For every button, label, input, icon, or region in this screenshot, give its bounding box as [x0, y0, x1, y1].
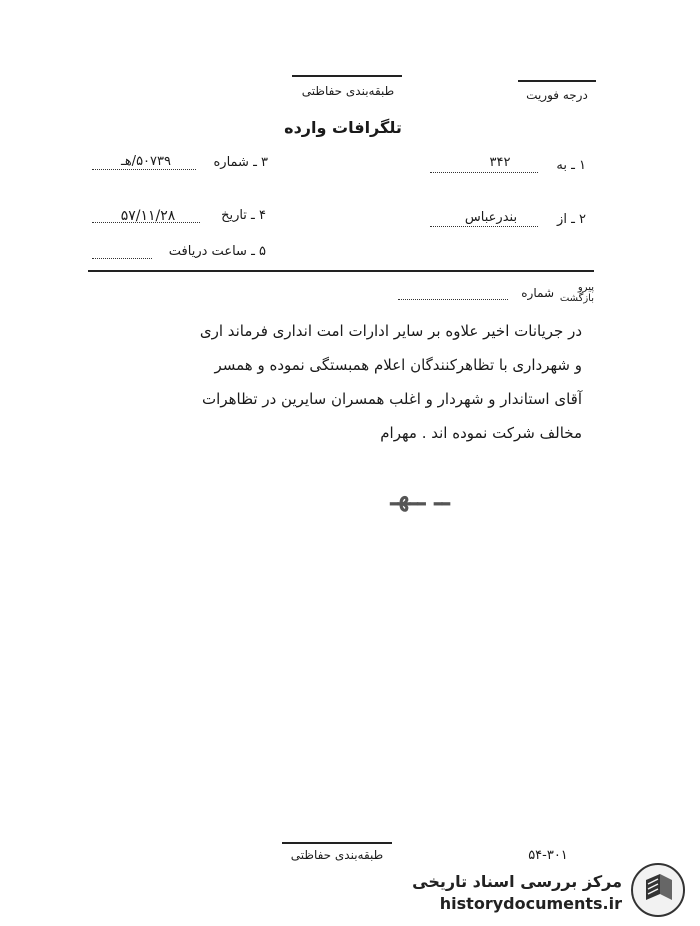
number-dotted-line	[92, 169, 196, 170]
message-line-3: آقای استاندار و شهردار و اغلب همسران سایرین در تظاهرات	[202, 390, 582, 408]
section-separator	[88, 270, 594, 272]
to-dotted-line	[430, 172, 538, 173]
received-time-label: ۵ ـ ساعت دریافت	[168, 244, 266, 259]
watermark-title: مرکز بررسی اسناد تاریخی	[412, 872, 622, 891]
message-line-4: مخالف شرکت نموده اند . مهرام	[380, 424, 582, 442]
classification-footer: طبقه‌بندی حفاظتی	[290, 848, 384, 862]
document-archive-logo-icon	[630, 862, 686, 918]
footer-rule	[282, 842, 392, 844]
received-time-dotted-line	[92, 258, 152, 259]
reference-dotted-line	[398, 299, 508, 300]
reference-label-top: پیرو	[577, 282, 594, 293]
number-value: ۵۰۷۳۹/هـ	[121, 154, 171, 169]
signature: ــ ــهـ	[390, 482, 450, 512]
watermark-url: historydocuments.ir	[439, 894, 622, 913]
header-rule-left	[292, 75, 402, 77]
document-code: ۵۴-۳۰۱	[528, 848, 568, 863]
header-rule-right	[518, 80, 596, 82]
urgency-label: درجه فوریت	[526, 88, 588, 102]
from-label: ۲ ـ از	[557, 212, 586, 227]
classification-header: طبقه‌بندی حفاظتی	[301, 84, 395, 98]
date-value: ۵۷/۱۱/۲۸	[120, 208, 176, 224]
date-label: ۴ ـ تاریخ	[221, 208, 266, 223]
from-dotted-line	[430, 226, 538, 227]
number-label: ۳ ـ شماره	[213, 155, 268, 170]
reference-label-bottom: بازگشت	[559, 293, 594, 304]
document-title: تلگرافات وارده	[284, 118, 402, 137]
reference-number-label: شماره	[521, 286, 554, 300]
to-value: ۳۴۲	[489, 155, 511, 170]
message-line-2: و شهرداری با تظاهرکنندگان اعلام همبستگی نموده و همسر	[214, 356, 582, 374]
from-value: بندرعباس	[464, 210, 518, 225]
to-label: ۱ ـ به	[556, 158, 586, 173]
message-line-1: در جریانات اخیر علاوه بر سایر ادارات امت انداری فرماند اری	[199, 322, 582, 340]
